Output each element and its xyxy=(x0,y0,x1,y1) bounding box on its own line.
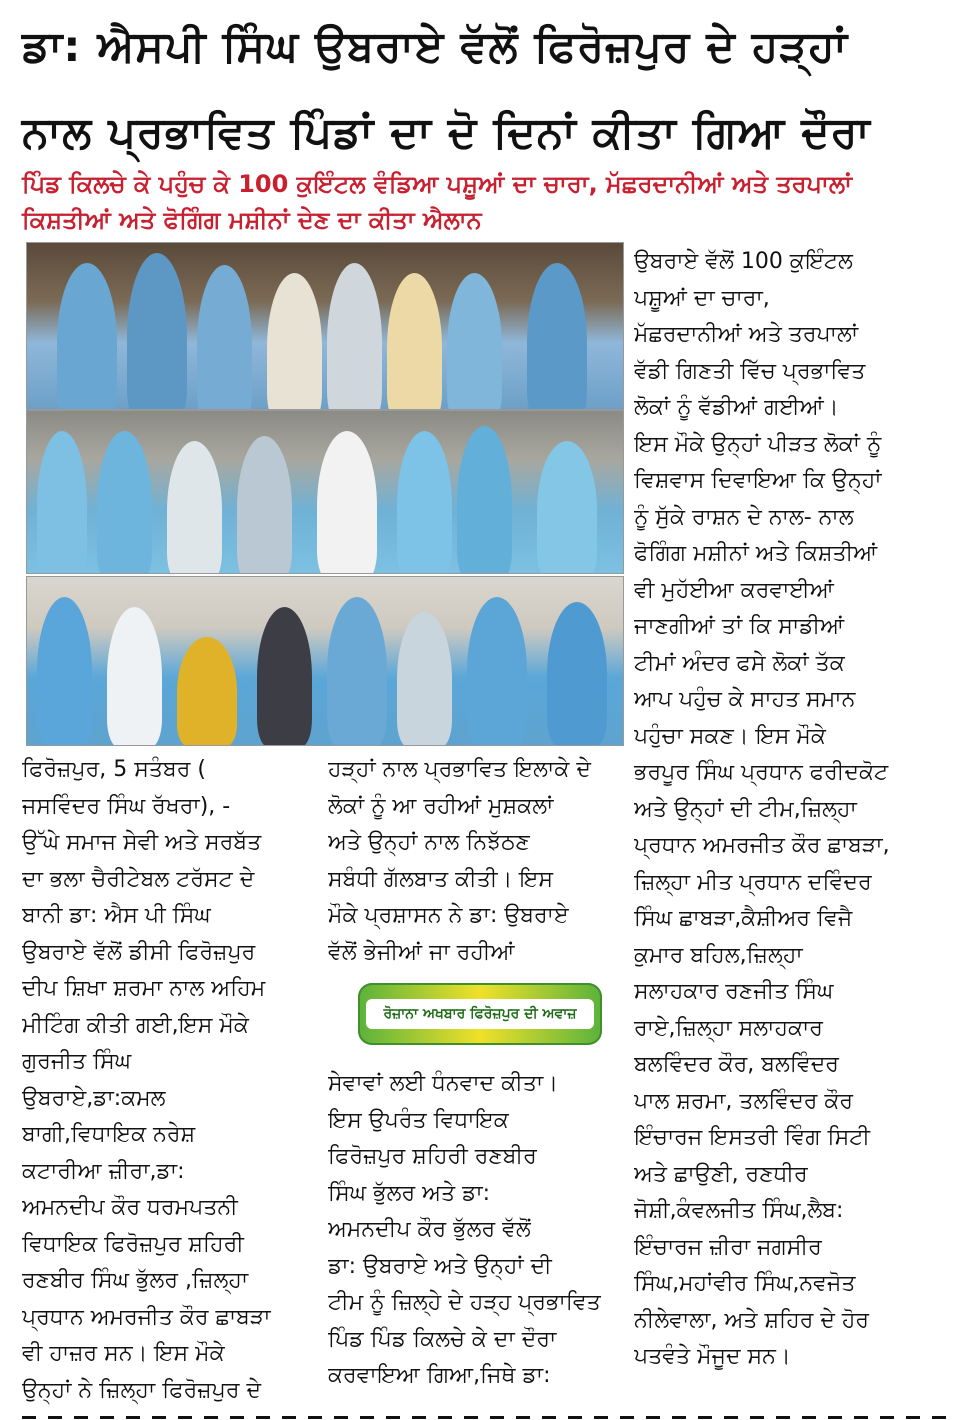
text-line: ਮੀਟਿੰਗ ਕੀਤੀ ਗਈ,ਇਸ ਮੌਕੇ xyxy=(22,1012,249,1038)
text-line: ਉਬਰਾਏ ਵੱਲੋਂ ਡੀਸੀ ਫਿਰੋਜ਼ਪੁਰ xyxy=(22,939,256,965)
text-line: ਜਾਣਗੀਆਂ ਤਾਂ ਕਿ ਸਾਡੀਆਂ xyxy=(634,614,845,639)
text-line: ਪ੍ਰਧਾਨ ਅਮਰਜੀਤ ਕੌਰ ਛਾਬੜਾ, xyxy=(634,833,890,858)
text-line: ਪਿੰਡ ਪਿੰਡ ਕਿਲਚੇ ਕੇ ਦਾ ਦੌਰਾ xyxy=(328,1326,557,1352)
text-line: ਪਸ਼ੂਆਂ ਦਾ ਚਾਰਾ, xyxy=(634,285,770,311)
text-line: ਇਸ ਉਪਰੰਤ ਵਿਧਾਇਕ xyxy=(328,1107,509,1133)
text-line: ਅਤੇ ਛਾਉਣੀ, ਰਣਧੀਰ xyxy=(634,1161,808,1187)
text-line: ਜੋਸ਼ੀ,ਕੰਵਲਜੀਤ ਸਿੰਘ,ਲੈਬ: xyxy=(634,1198,844,1223)
text-line: ਉਬਰਾਏ ਵੱਲੋਂ 100 ਕੁਇੰਟਲ xyxy=(634,249,853,274)
text-line: ਪਤਵੰਤੇ ਮੌਜੂਦ ਸਨ। xyxy=(634,1344,791,1369)
newspaper-badge xyxy=(358,983,602,1045)
text-line: ਸਬੰਧੀ ਗੱਲਬਾਤ ਕੀਤੀ। ਇਸ xyxy=(328,866,554,892)
article-column-1 xyxy=(22,752,314,1409)
text-line: ਮੌਕੇ ਪ੍ਰਸ਼ਾਸਨ ਨੇ ਡਾ: ਉਬਰਾਏ xyxy=(328,903,569,928)
text-line: ਫੋਗਿੰਗ ਮਸ਼ੀਨਾਂ ਅਤੇ ਕਿਸ਼ਤੀਆਂ xyxy=(634,541,878,566)
subheadline-line-2: ਕਿਸ਼ਤੀਆਂ ਅਤੇ ਫੋਗਿੰਗ ਮਸ਼ੀਨਾਂ ਦੇਣ ਦਾ ਕੀਤਾ ਐਲਾਨ xyxy=(22,206,482,234)
group-photo-team xyxy=(26,410,624,574)
text-line: ਵਿਸ਼ਵਾਸ ਦਿਵਾਇਆ ਕਿ ਉਨ੍ਹਾਂ xyxy=(634,468,882,493)
article-column-3 xyxy=(634,244,952,1376)
text-line: ਉਬਰਾਏ,ਡਾ:ਕਮਲ xyxy=(22,1085,166,1111)
text-line: ਦੀਪ ਸ਼ਿਖਾ ਸ਼ਰਮਾ ਨਾਲ ਅਹਿਮ xyxy=(22,976,266,1001)
text-line: ਰਾਏ,ਜ਼ਿਲ੍ਹਾ ਸਲਾਹਕਾਰ xyxy=(634,1015,823,1041)
text-line: ਜਸਵਿੰਦਰ ਸਿੰਘ ਰੱਖਰਾ), - xyxy=(22,793,231,819)
text-line: ਸਿੰਘ,ਮਹਾਂਵੀਰ ਸਿੰਘ,ਨਵਜੋਤ xyxy=(634,1271,856,1296)
headline xyxy=(22,4,952,176)
text-line: ਦਾ ਭਲਾ ਚੈਰੀਟੇਬਲ ਟਰੱਸਟ ਦੇ xyxy=(22,866,255,892)
text-line: ਬਾਗੀ,ਵਿਧਾਇਕ ਨਰੇਸ਼ xyxy=(22,1122,196,1147)
text-line: ਬਾਨੀ ਡਾ: ਐਸ ਪੀ ਸਿੰਘ xyxy=(22,903,211,928)
text-line: ਪਾਲ ਸ਼ਰਮਾ, ਤਲਵਿੰਦਰ ਕੌਰ xyxy=(634,1088,854,1114)
article-column-2-top xyxy=(328,752,622,971)
text-line: ਫਿਰੋਜ਼ਪੁਰ, 5 ਸਤੰਬਰ ( xyxy=(22,757,206,782)
text-line: ਸਿੰਘ ਛਾਬੜਾ,ਕੈਸ਼ੀਅਰ ਵਿਜੈ xyxy=(634,906,853,931)
headline-line-2: ਨਾਲ ਪ੍ਰਭਾਵਿਤ ਪਿੰਡਾਂ ਦਾ ਦੋ ਦਿਨਾਂ ਕੀਤਾ ਗਿਆ ਦੌਰਾ xyxy=(22,108,871,158)
text-line: ਉੱਘੇ ਸਮਾਜ ਸੇਵੀ ਅਤੇ ਸਰਬੱਤ xyxy=(22,830,262,855)
text-line: ਰਣਬੀਰ ਸਿੰਘ ਭੁੱਲਰ ,ਜ਼ਿਲ੍ਹਾ xyxy=(22,1268,249,1293)
newspaper-badge-text: ਰੋਜ਼ਾਨਾ ਅਖਬਾਰ ਫਿਰੋਜ਼ਪੁਰ ਦੀ ਅਵਾਜ਼ xyxy=(366,999,594,1029)
text-line: ਵੱਲੋਂ ਭੇਜੀਆਂ ਜਾ ਰਹੀਆਂ xyxy=(328,939,515,965)
text-line: ਡਾ: ਉਬਰਾਏ ਅਤੇ ਉਨ੍ਹਾਂ ਦੀ xyxy=(328,1253,552,1279)
text-line: ਵੱਡੀ ਗਿਣਤੀ ਵਿੱਚ ਪ੍ਰਭਾਵਿਤ xyxy=(634,358,866,384)
cut-off-next-line xyxy=(22,1406,952,1420)
text-line: ਸੇਵਾਵਾਂ ਲਈ ਧੰਨਵਾਦ ਕੀਤਾ। xyxy=(328,1071,559,1096)
text-line: ਗੁਰਜੀਤ ਸਿੰਘ xyxy=(22,1049,132,1074)
group-photo-distribution xyxy=(26,576,624,746)
text-line: ਆਪ ਪਹੁੰਚ ਕੇ ਸਾਹਤ ਸਮਾਨ xyxy=(634,687,856,712)
text-line: ਹੜ੍ਹਾਂ ਨਾਲ ਪ੍ਰਭਾਵਿਤ ਇਲਾਕੇ ਦੇ xyxy=(328,757,591,782)
text-line: ਅਤੇ ਉਨ੍ਹਾਂ ਨਾਲ ਨਿਝੱਠਣ xyxy=(328,830,530,855)
text-line: ਇੰਚਾਰਜ ਇਸਤਰੀ ਵਿੰਗ ਸਿਟੀ xyxy=(634,1125,870,1150)
subheadline-line-1: ਪਿੰਡ ਕਿਲਚੇ ਕੇ ਪਹੁੰਚ ਕੇ 100 ਕੁਇੰਟਲ ਵੰਡਿਆ ਪਸ਼ੂਆਂ ਦਾ ਚਾਰਾ, ਮੱਛਰਦਾਨੀਆਂ ਅਤੇ ਤਰਪਾਲਾਂ xyxy=(22,170,852,198)
text-line: ਉਨ੍ਹਾਂ ਨੇ ਜ਼ਿਲ੍ਹਾ ਫਿਰੋਜ਼ਪੁਰ ਦੇ xyxy=(22,1377,262,1403)
text-line: ਭਰਪੂਰ ਸਿੰਘ ਪ੍ਰਧਾਨ ਫਰੀਦਕੋਟ xyxy=(634,760,889,785)
text-line: ਮੱਛਰਦਾਨੀਆਂ ਅਤੇ ਤਰਪਾਲਾਂ xyxy=(634,322,859,347)
text-line: ਵੀ ਹਾਜ਼ਰ ਸਨ। ਇਸ ਮੌਕੇ xyxy=(22,1341,225,1366)
text-line: ਇਸ ਮੌਕੇ ਉਨ੍ਹਾਂ ਪੀੜਤ ਲੋਕਾਂ ਨੂੰ xyxy=(634,431,882,457)
text-line: ਪਹੁੰਚਾ ਸਕਣ। ਇਸ ਮੌਕੇ xyxy=(634,723,826,749)
text-line: ਅਮਨਦੀਪ ਕੌਰ ਧਰਮਪਤਨੀ xyxy=(22,1195,238,1220)
text-line: ਕਟਾਰੀਆ ਜ਼ੀਰਾ,ਡਾ: xyxy=(22,1158,185,1184)
article-column-2-bottom xyxy=(328,1066,622,1395)
text-line: ਅਤੇ ਉਨ੍ਹਾਂ ਦੀ ਟੀਮ,ਜ਼ਿਲ੍ਹਾ xyxy=(634,796,857,822)
text-line: ਨੀਲੇਵਾਲਾ, ਅਤੇ ਸ਼ਹਿਰ ਦੇ ਹੋਰ xyxy=(634,1307,870,1333)
text-line: ਲੋਕਾਂ ਨੂੰ ਵੱਡੀਆਂ ਗਈਆਂ। xyxy=(634,395,839,420)
text-line: ਸਿੰਘ ਭੁੱਲਰ ਅਤੇ ਡਾ: xyxy=(328,1180,491,1206)
text-line: ਕੁਮਾਰ ਬਹਿਲ,ਜ਼ਿਲ੍ਹਾ xyxy=(634,942,803,968)
text-line: ਸਲਾਹਕਾਰ ਰਣਜੀਤ ਸਿੰਘ xyxy=(634,979,834,1004)
text-line: ਬਲਵਿੰਦਰ ਕੌਰ, ਬਲਵਿੰਦਰ xyxy=(634,1052,839,1077)
text-line: ਨੂੰ ਸੁੱਕੇ ਰਾਸ਼ਨ ਦੇ ਨਾਲ- ਨਾਲ xyxy=(634,504,854,530)
text-line: ਜ਼ਿਲ੍ਹਾ ਮੀਤ ਪ੍ਰਧਾਨ ਦਵਿੰਦਰ xyxy=(634,869,872,895)
text-line: ਕਰਵਾਇਆ ਗਿਆ,ਜਿਥੇ ਡਾ: xyxy=(328,1363,551,1388)
text-line: ਟੀਮਾਂ ਅੰਦਰ ਫਸੇ ਲੋਕਾਂ ਤੱਕ xyxy=(634,650,845,676)
text-line: ਅਮਨਦੀਪ ਕੌਰ ਭੁੱਲਰ ਵੱਲੋਂ xyxy=(328,1217,531,1242)
text-line: ਫਿਰੋਜ਼ਪੁਰ ਸ਼ਹਿਰੀ ਰਣਬੀਰ xyxy=(328,1144,537,1169)
text-line: ਲੋਕਾਂ ਨੂੰ ਆ ਰਹੀਆਂ ਮੁਸ਼ਕਲਾਂ xyxy=(328,793,554,819)
text-line: ਵਿਧਾਇਕ ਫਿਰੋਜ਼ਪੁਰ ਸ਼ਹਿਰੀ xyxy=(22,1231,244,1257)
text-line: ਪ੍ਰਧਾਨ ਅਮਰਜੀਤ ਕੌਰ ਛਾਬੜਾ xyxy=(22,1304,271,1330)
text-line: ਇੰਚਾਰਜ ਜ਼ੀਰਾ ਜਗਸੀਰ xyxy=(634,1234,822,1260)
subheadline xyxy=(22,166,952,238)
text-line: ਟੀਮ ਨੂੰ ਜ਼ਿਲ੍ਹੇ ਦੇ ਹੜ੍ਹ ਪ੍ਰਭਾਵਿਤ xyxy=(328,1290,601,1315)
group-photo-meeting xyxy=(26,242,624,410)
headline-line-1: ਡਾ: ਐਸਪੀ ਸਿੰਘ ਉਬਰਾਏ ਵੱਲੋਂ ਫਿਰੋਜ਼ਪੁਰ ਦੇ ਹੜ੍ਹਾਂ xyxy=(22,22,848,72)
text-line: ਵੀ ਮੁਹੱਈਆ ਕਰਵਾਈਆਂ xyxy=(634,577,834,603)
